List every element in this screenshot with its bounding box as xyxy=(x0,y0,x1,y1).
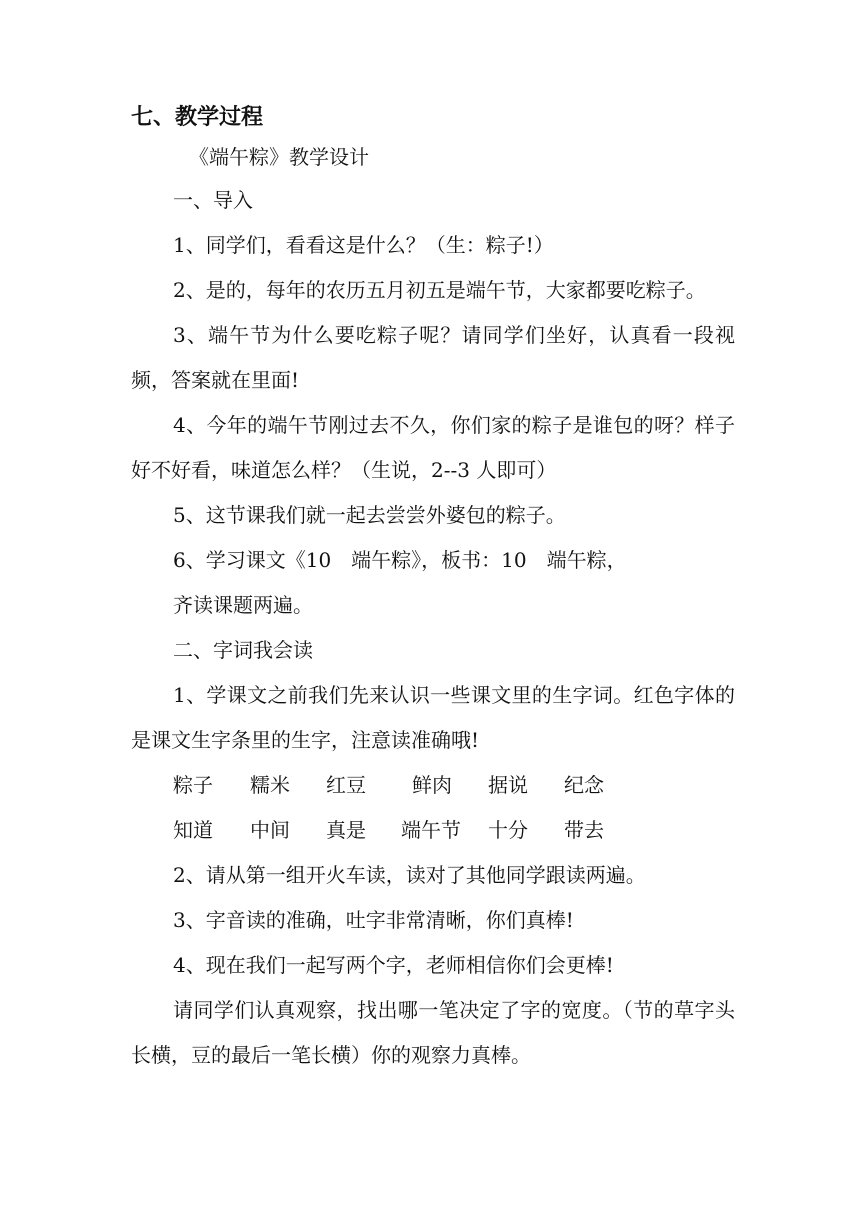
intro-item-2: 2、是的，每年的农历五月初五是端午节，大家都要吃粽子。 xyxy=(173,278,706,302)
section-title-intro: 一、导入 xyxy=(173,188,253,212)
word-row-1 xyxy=(0,763,860,808)
intro-item-1: 1、同学们，看看这是什么？（生：粽子!） xyxy=(173,233,554,257)
vocab-item-3: 3、字音读的准确，吐字非常清晰，你们真棒! xyxy=(173,908,574,932)
document-title: 《端午粽》教学设计 xyxy=(189,145,369,169)
intro-item-7: 齐读课题两遍。 xyxy=(173,593,313,617)
vocab-word: 据说 xyxy=(488,773,528,797)
vocab-item-2: 2、请从第一组开火车读，读对了其他同学跟读两遍。 xyxy=(173,863,646,887)
vocab-word: 鲜肉 xyxy=(412,773,452,797)
vocab-item-1: 1、学课文之前我们先来认识一些课文里的生字词。红色字体的是课文生字条里的生字，注意读准确哦! xyxy=(131,683,735,752)
intro-item-5: 5、这节课我们就一起去尝尝外婆包的粽子。 xyxy=(173,503,566,527)
intro-item-4: 4、今年的端午节刚过去不久，你们家的粽子是谁包的呀？样子好不好看，味道怎么样？（生说，2--3 人即可） xyxy=(131,413,735,482)
vocab-word: 粽子 xyxy=(173,773,213,797)
intro-item-3: 3、端午节为什么要吃粽子呢？请同学们坐好，认真看一段视频，答案就在里面! xyxy=(131,323,735,392)
word-row-2 xyxy=(0,808,860,853)
vocab-word: 端午节 xyxy=(401,818,461,842)
vocab-word: 知道 xyxy=(173,818,213,842)
vocab-word: 纪念 xyxy=(564,773,604,797)
vocab-word: 糯米 xyxy=(250,773,290,797)
vocab-item-4: 4、现在我们一起写两个字，老师相信你们会更棒! xyxy=(173,953,614,977)
vocab-item-5: 请同学们认真观察，找出哪一笔决定了字的宽度。（节的草字头长横，豆的最后一笔长横）你的观察力真棒。 xyxy=(131,998,735,1067)
vocab-word: 中间 xyxy=(250,818,290,842)
vocab-word: 真是 xyxy=(326,818,366,842)
section-heading: 七、教学过程 xyxy=(131,105,264,130)
section-title-vocab: 二、字词我会读 xyxy=(173,638,313,662)
vocab-word: 带去 xyxy=(564,818,604,842)
vocab-word: 十分 xyxy=(488,818,528,842)
vocab-word: 红豆 xyxy=(326,773,366,797)
intro-item-6: 6、学习课文《10 端午粽》，板书：10 端午粽， xyxy=(173,548,627,572)
